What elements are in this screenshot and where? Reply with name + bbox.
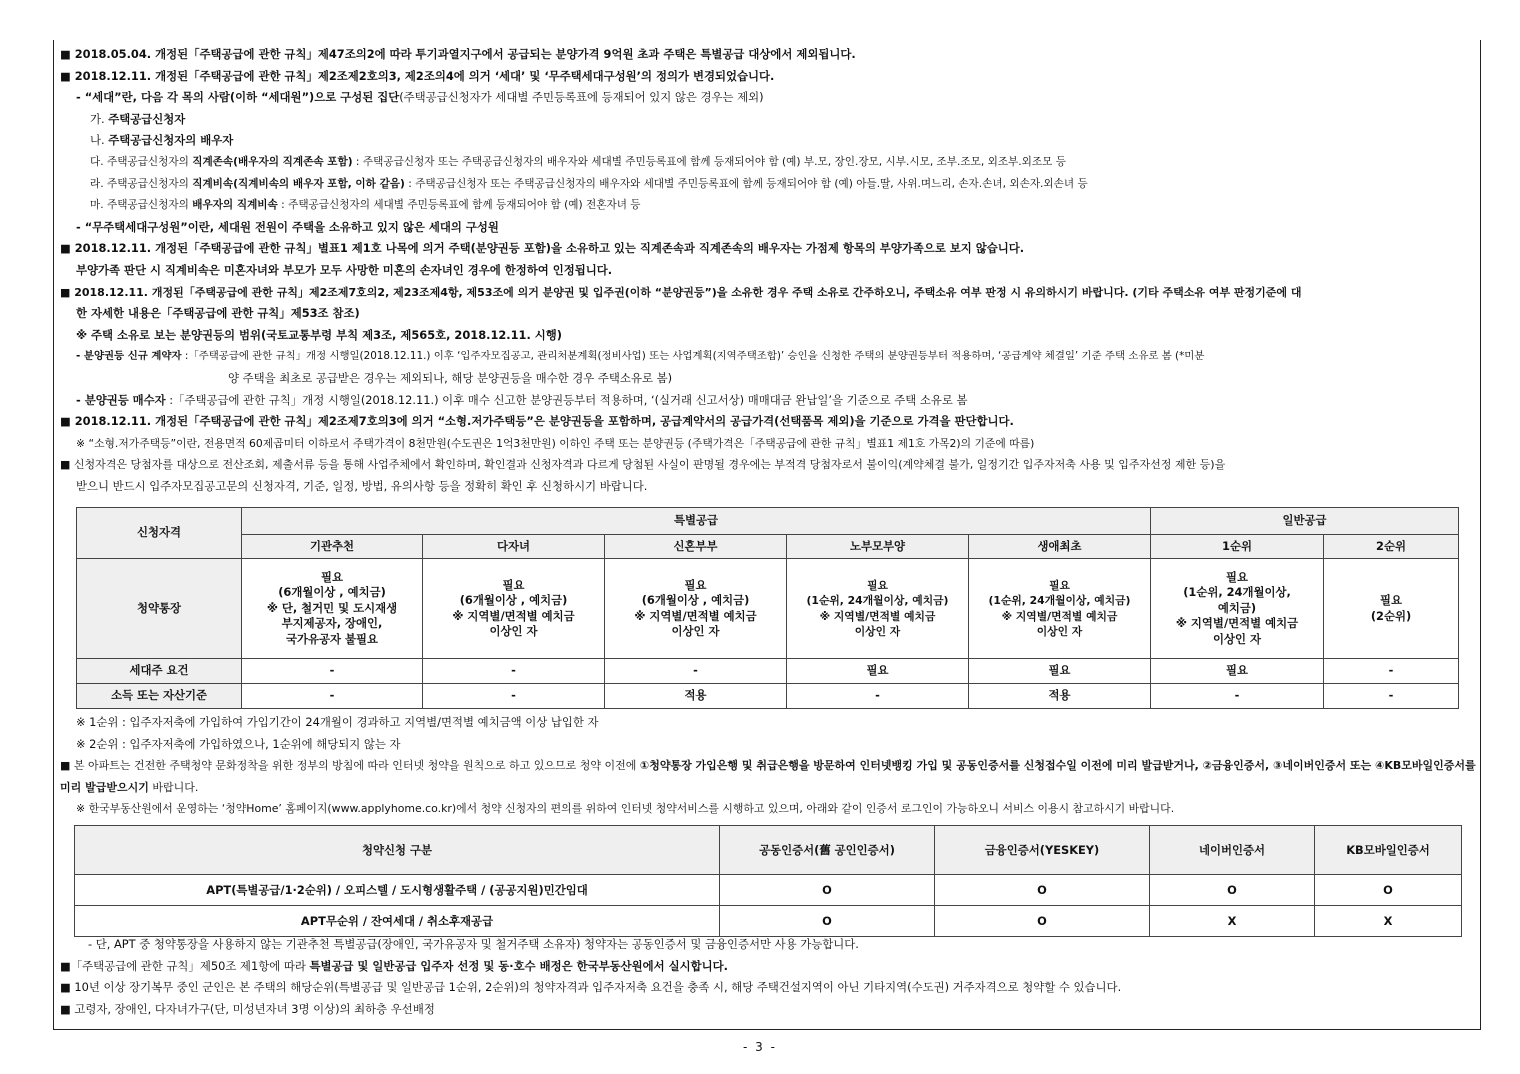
table-corner: 신청자격 (77, 508, 242, 559)
table-cell: 필요 (1순위, 24개월이상, 예치금) ※ 지역별/면적별 예치금 이상인 자 (1151, 559, 1324, 659)
notice-line: ■ 고령자, 장애인, 다자녀가구(단, 미성년자녀 3명 이상)의 최하층 우선배정 (60, 1001, 435, 1016)
text-bold: 직계존속(배우자의 직계존속 포함) (192, 155, 353, 168)
column-header: 금융인증서(YESKEY) (935, 826, 1150, 875)
cert-paragraph (60, 755, 1480, 798)
text-bold: 직계비속(직계비속의 배우자 포함, 이하 같음) (192, 177, 405, 190)
notice-line (60, 109, 1480, 131)
document-body (60, 44, 1480, 497)
notice-line: ■ 2018.12.11. 개정된「주택공급에 관한 규칙」별표1 제1호 나목에 의거 주택(분양권등 포함)을 소유하고 있는 직계존속과 직계존속의 배우자는 가점제 항목의 부양가족으로 보지 않습니다. (60, 241, 1025, 256)
tail-block (60, 934, 1480, 1020)
table-cell: - (242, 659, 423, 684)
notes-block (60, 712, 1480, 820)
text-bold: 주택공급신청자 (108, 111, 186, 126)
notice-line (60, 390, 1480, 412)
column-header: 신혼부부 (605, 535, 787, 559)
notice-line: 부양가족 판단 시 직계비속은 미혼자녀와 부모가 모두 사망한 미혼의 손자녀인 경우에 한정하여 인정됩니다. (76, 262, 613, 277)
page-number: - 3 - (743, 1040, 777, 1054)
text: 라. 주택공급신청자의 (90, 177, 193, 190)
text: 가. (90, 111, 109, 126)
table-cell: - (787, 684, 969, 709)
notice-line: ※ 주택 소유로 보는 분양권등의 범위(국토교통부령 부칙 제3조, 제565호, 2018.12.11. 시행) (76, 327, 562, 342)
notice-line: ■ 2018.12.11. 개정된「주택공급에 관한 규칙」제2조제7호의3에 의거 “소형.저가주택등”은 분양권등을 포함하며, 공급계약서의 공급가격(선택품목 제외)을 기준으로 가격을 판단합니다. (60, 414, 1014, 429)
table-cell: X (1150, 906, 1315, 937)
table-cell: - (242, 684, 423, 709)
table-cell: - (423, 684, 605, 709)
text: : 주택공급신청자 또는 주택공급신청자의 배우자와 세대별 주민등록표에 함께 등재되어야 함 (예) 부.모, 장인.장모, 시부.시모, 조부.조모, 외조부.외조모 등 (352, 155, 1066, 168)
notice-line (60, 130, 1480, 152)
column-header: 1순위 (1151, 535, 1324, 559)
row-header: 소득 또는 자산기준 (77, 684, 242, 709)
notice-line: 받으니 반드시 입주자모집공고문의 신청자격, 기준, 일정, 방법, 유의사항 등을 정확히 확인 후 신청하시기 바랍니다. (76, 478, 648, 493)
table-cell: 필요 (6개월이상 , 예치금) ※ 단, 철거민 및 도시재생 부지제공자, 장애인, 국가유공자 불필요 (242, 559, 423, 659)
notice-line: ■ 2018.12.11. 개정된「주택공급에 관한 규칙」제2조제2호의3, 제2조의4에 의거 ‘세대’ 및 ‘무주택세대구성원’의 정의가 변경되었습니다. (60, 68, 775, 83)
table-cell: 적용 (605, 684, 787, 709)
column-header: 노부모부양 (787, 535, 969, 559)
table-cell: O (935, 875, 1150, 906)
note-line: ※ 한국부동산원에서 운영하는 ‘청약Home’ 홈페이지(www.applyhome.co.kr)에서 청약 신청자의 편의를 위하여 인터넷 청약서비스를 시행하고 있으며, 아래와 같이 인증서 로그인이 가능하오니 서비스 이용시 참고하시기 바랍니다. (76, 802, 1175, 816)
note-line: ※ 1순위 : 입주자저축에 가입하여 가입기간이 24개월이 경과하고 지역별/면적별 예치금액 이상 납입한 자 (76, 715, 599, 729)
table-cell: O (1315, 875, 1462, 906)
table-cell: - (1324, 659, 1459, 684)
text-bold: - “세대”란, 다음 각 목의 사람(이하 “세대원”)으로 구성된 집단 (76, 90, 400, 105)
text-bold: ①청약통장 가입은행 및 취급은행을 방문하여 인터넷뱅킹 가입 및 공동인증서를 신청접수일 이전에 미리 발급받거나, ②금융인증서, ③네이버인증서 또는 ④KB모바일인증서를 미리 발급받으시기 (60, 759, 1476, 794)
table-cell: 필요 (1순위, 24개월이상, 예치금) ※ 지역별/면적별 예치금 이상인 자 (787, 559, 969, 659)
table-cell: 필요 (6개월이상 , 예치금) ※ 지역별/면적별 예치금 이상인 자 (423, 559, 605, 659)
notice-line: - 단, APT 중 청약통장을 사용하지 않는 기관추천 특별공급(장애인, 국가유공자 및 철거주택 소유자) 청약자는 공동인증서 및 금융인증서만 사용 가능합니다. (88, 937, 859, 951)
table-cell: - (605, 659, 787, 684)
table-cell: 필요 (787, 659, 969, 684)
notice-line (60, 195, 1480, 217)
notice-line (60, 87, 1480, 109)
table-cell: 필요 (6개월이상 , 예치금) ※ 지역별/면적별 예치금 이상인 자 (605, 559, 787, 659)
text: ■ 본 아파트는 건전한 주택청약 문화정착을 위한 정부의 방침에 따라 인터넷 청약을 원칙으로 하고 있으므로 청약 이전에 (60, 759, 640, 773)
text: ■「주택공급에 관한 규칙」제50조 제1항에 따라 (60, 958, 310, 973)
table-cell: 필요 (1순위, 24개월이상, 예치금) ※ 지역별/면적별 예치금 이상인 자 (969, 559, 1151, 659)
group-header: 일반공급 (1151, 508, 1459, 535)
text: :「주택공급에 관한 규칙」개정 시행일(2018.12.11.) 이후 ‘입주자모집공고, 관리처분계획(정비사업) 또는 사업계획(지역주택조합)’ 승인을 신청한 주택의 분양권등부터 적용하며, ‘공급계약 체결일’ 기준 주택 소유로 봄 (*미분 (181, 350, 1205, 363)
notice-line (60, 346, 1480, 368)
note-line: ※ 2순위 : 입주자저축에 가입하였으나, 1순위에 해당되지 않는 자 (76, 736, 401, 751)
row-header: 청약통장 (77, 559, 242, 659)
table-cell: X (1315, 906, 1462, 937)
column-header: 청약신청 구분 (75, 826, 720, 875)
notice-line: ■ 신청자격은 당첨자를 대상으로 전산조회, 제출서류 등을 통해 사업주체에서 확인하며, 확인결과 신청자격과 다르게 당첨된 사실이 판명될 경우에는 부적격 당첨자로서 불이익(계약체결 불가, 일정기간 입주자저축 사용 및 입주자선정 제한 등)을 (60, 458, 1226, 472)
text-bold: - 분양권등 신규 계약자 (76, 350, 182, 363)
text: : 주택공급신청자의 세대별 주민등록표에 함께 등재되어야 함 (예) 전혼자녀 등 (277, 199, 641, 212)
notice-line (60, 152, 1480, 174)
notice-line: ※ “소형.저가주택등”이란, 전용면적 60제곱미터 이하로서 주택가격이 8천만원(수도권은 1억3천만원) 이하인 주택 또는 분양권등 (주택가격은「주택공급에 관한 규칙」별표1 제1호 가목2)의 기준에 따름) (76, 436, 1035, 450)
table-cell: - (1151, 684, 1324, 709)
table-cell: - (423, 659, 605, 684)
column-header: KB모바일인증서 (1315, 826, 1462, 875)
notice-line: ■ 10년 이상 장기복무 중인 군인은 본 주택의 해당순위(특별공급 및 일반공급 1순위, 2순위)의 청약자격과 입주자저축 요건을 충족 시, 해당 주택건설지역이 아닌 기타지역(수도권) 거주자격으로 청약할 수 있습니다. (60, 980, 1122, 995)
table-cell: O (720, 906, 935, 937)
text-bold: 주택공급신청자의 배우자 (108, 133, 234, 148)
table-cell: O (935, 906, 1150, 937)
table-cell: O (720, 875, 935, 906)
certificate-table (74, 825, 1462, 937)
text-bold: 배우자의 직계비속 (192, 199, 278, 212)
notice-line: - “무주택세대구성원”이란, 세대원 전원이 주택을 소유하고 있지 않은 세대의 구성원 (76, 219, 499, 234)
row-header: 세대주 요건 (77, 659, 242, 684)
text-bold: - 분양권등 매수자 (76, 392, 166, 407)
column-header: 2순위 (1324, 535, 1459, 559)
column-header: 다자녀 (423, 535, 605, 559)
column-header: 생애최초 (969, 535, 1151, 559)
table-cell: O (1150, 875, 1315, 906)
notice-line: ■ 2018.05.04. 개정된「주택공급에 관한 규칙」제47조의2에 따라 투기과열지구에서 공급되는 분양가격 9억원 초과 주택은 특별공급 대상에서 제외됩니다. (60, 47, 856, 61)
text: 마. 주택공급신청자의 (90, 199, 193, 212)
column-header: 공동인증서(舊 공인인증서) (720, 826, 935, 875)
notice-line (60, 956, 1480, 978)
text: : 주택공급신청자 또는 주택공급신청자의 배우자와 세대별 주민등록표에 함께 등재되어야 함 (예) 아들.딸, 사위.며느리, 손자.손녀, 외손자.외손녀 등 (404, 177, 1088, 190)
text: 나. (90, 133, 109, 148)
table-cell: 필요 (2순위) (1324, 559, 1459, 659)
notice-line: ■ 2018.12.11. 개정된「주택공급에 관한 규칙」제2조제7호의2, 제23조제4항, 제53조에 의거 분양권 및 입주권(이하 “분양권등”)을 소유한 경우 주택 소유로 간주하오니, 주택소유 여부 판정 시 유의하시기 바랍니다. (기타 주택소유 여부 판정기준에 대 (60, 285, 1302, 299)
notice-line (60, 174, 1480, 196)
eligibility-table (76, 507, 1459, 709)
text-bold: 특별공급 및 일반공급 입주자 선정 및 동·호수 배정은 한국부동산원에서 실시합니다. (309, 958, 728, 973)
text: 다. 주택공급신청자의 (90, 155, 193, 168)
text: (주택공급신청자가 세대별 주민등록표에 등재되어 있지 않은 경우는 제외) (399, 90, 764, 105)
table-cell: 적용 (969, 684, 1151, 709)
group-header: 특별공급 (242, 508, 1151, 535)
column-header: 기관추천 (242, 535, 423, 559)
table-cell: APT무순위 / 잔여세대 / 취소후재공급 (75, 906, 720, 937)
column-header: 네이버인증서 (1150, 826, 1315, 875)
text: :「주택공급에 관한 규칙」개정 시행일(2018.12.11.) 이후 매수 신고한 분양권등부터 적용하며, ‘(실거래 신고서상) 매매대금 완납일’을 기준으로 주택 소유로 봄 (165, 392, 968, 407)
notice-line: 양 주택을 최초로 공급받은 경우는 제외되나, 해당 분양권등을 매수한 경우 주택소유로 봄) (228, 370, 673, 385)
table-cell: APT(특별공급/1·2순위) / 오피스텔 / 도시형생활주택 / (공공지원)민간임대 (75, 875, 720, 906)
table-cell: - (1324, 684, 1459, 709)
table-cell: 필요 (1151, 659, 1324, 684)
text: 바랍니다. (148, 780, 199, 794)
notice-line: 한 자세한 내용은「주택공급에 관한 규칙」제53조 참조) (76, 306, 360, 321)
table-cell: 필요 (969, 659, 1151, 684)
